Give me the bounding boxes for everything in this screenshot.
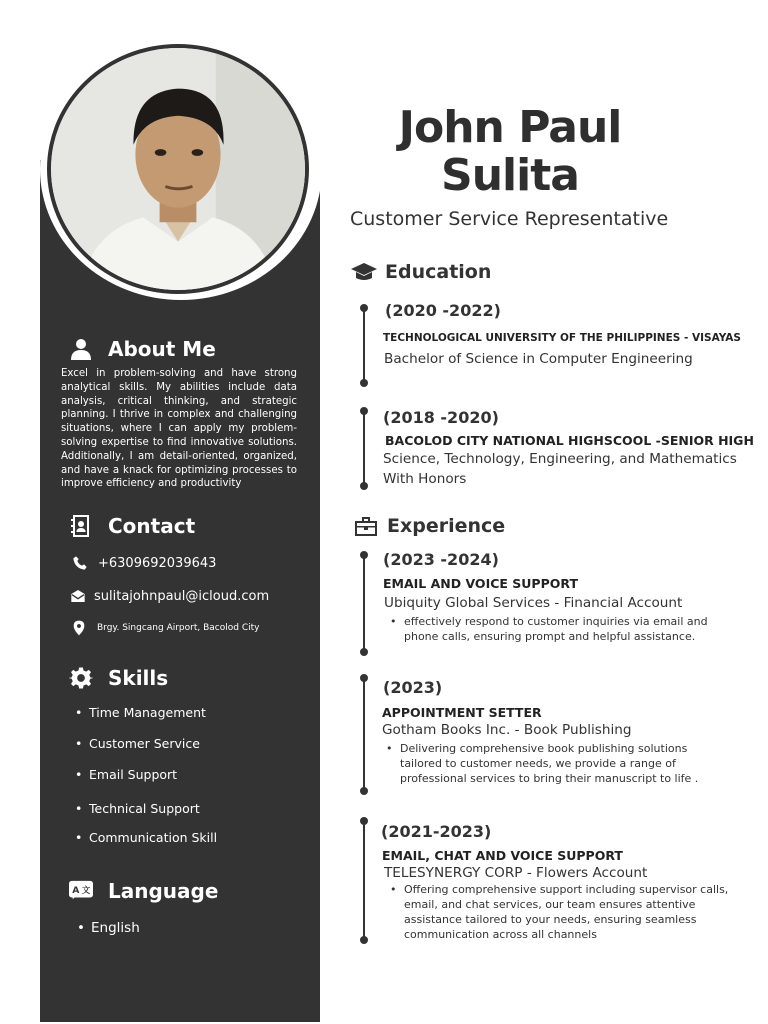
education-honors: With Honors [383,471,467,487]
contact-heading [68,513,195,539]
timeline-dot [360,407,368,415]
phone-row [72,555,216,571]
experience-role: APPOINTMENT SETTER [382,705,542,720]
email-address[interactable]: sulitajohnpaul@icloud.com [94,588,270,604]
location-pin-icon [71,620,87,636]
about-text: Excel in problem-solving and have strong analytical skills. My abilities include data analysis, critical thinking, and strategic planning. I thrive in complex and challenging situations, where I can apply my problem-solving expertise to find innovative solutions. Additionally, I am detail-oriented, organized, and have a knack for optimizing processes to improve efficiency and productivity [61,368,297,490]
timeline-line [363,309,365,383]
experience-period: (2021-2023) [381,822,492,841]
timeline-line [363,679,365,791]
language-item: • English [77,920,140,936]
skill-item: • Customer Service [75,736,200,751]
timeline-dot [360,674,368,682]
timeline-dot [360,817,368,825]
graduation-cap-icon [351,259,377,285]
timeline-dot [360,304,368,312]
experience-period: (2023 -2024) [383,550,499,569]
about-heading [68,336,216,362]
education-degree: Bachelor of Science in Computer Engineering [384,351,693,367]
phone-icon [72,555,88,571]
experience-heading-label: Experience [387,515,506,537]
timeline-dot [360,379,368,387]
address-text: Brgy. Singcang Airport, Bacolod City [97,623,260,633]
experience-company: TELESYNERGY CORP - Flowers Account [384,865,648,881]
svg-text:A: A [72,884,80,896]
envelope-icon [70,588,86,604]
address-row [71,620,259,636]
contact-heading-label: Contact [108,514,196,538]
name-last: Sulita [441,150,579,201]
timeline-dot [360,648,368,656]
skills-heading-label: Skills [108,666,169,690]
skill-item: • Time Management [75,705,206,720]
profile-photo-illustration [51,48,305,290]
language-heading-label: Language [108,879,219,903]
education-school: BACOLOD CITY NATIONAL HIGHSCOOL -SENIOR HIGH [385,433,754,448]
skills-heading [68,665,168,691]
profile-photo [47,44,309,294]
education-heading-label: Education [385,261,492,283]
skill-item: • Email Support [75,767,177,782]
experience-heading [353,513,505,539]
language-heading [68,878,218,904]
email-row [70,588,269,604]
person-icon [68,336,94,362]
experience-company: Ubiquity Global Services - Financial Account [384,595,683,611]
skill-item: • Communication Skill [75,830,217,845]
contact-book-icon [68,513,94,539]
timeline-dot [360,787,368,795]
timeline-line [363,556,365,652]
timeline-line [363,822,365,940]
experience-description: • Delivering comprehensive book publishing solutions tailored to customer needs, we provide a range of professional services to bring their manuscript to life . [400,741,730,786]
timeline-dot [360,551,368,559]
experience-period: (2023) [383,678,443,697]
experience-description: • Offering comprehensive support including supervisor calls, email, and chat services, our team ensures attentive assistance tailored to your needs, ensuring seamless communication across all channels [404,882,734,942]
timeline-dot [360,936,368,944]
timeline-line [363,412,365,486]
experience-role: EMAIL AND VOICE SUPPORT [383,576,578,591]
education-period: (2020 -2022) [385,301,501,320]
job-title: Customer Service Representative [350,208,669,230]
phone-number[interactable]: +6309692039643 [98,555,217,571]
experience-role: EMAIL, CHAT AND VOICE SUPPORT [382,848,623,863]
education-school: TECHNOLOGICAL UNIVERSITY OF THE PHILIPPINES - VISAYAS [383,332,741,344]
skill-item: • Technical Support [75,801,200,816]
education-period: (2018 -2020) [383,408,499,427]
name-first: John Paul [398,102,622,153]
experience-description: • effectively respond to customer inquiries via email and phone calls, ensuring prompt and helpful assistance. [404,614,744,644]
education-degree: Science, Technology, Engineering, and Mathematics [383,451,737,467]
gear-icon [68,665,94,691]
education-heading [351,259,491,285]
briefcase-icon [353,513,379,539]
translate-icon [68,878,94,904]
about-heading-label: About Me [108,337,216,361]
experience-company: Gotham Books Inc. - Book Publishing [382,722,632,738]
svg-text:文: 文 [81,884,91,895]
timeline-dot [360,482,368,490]
